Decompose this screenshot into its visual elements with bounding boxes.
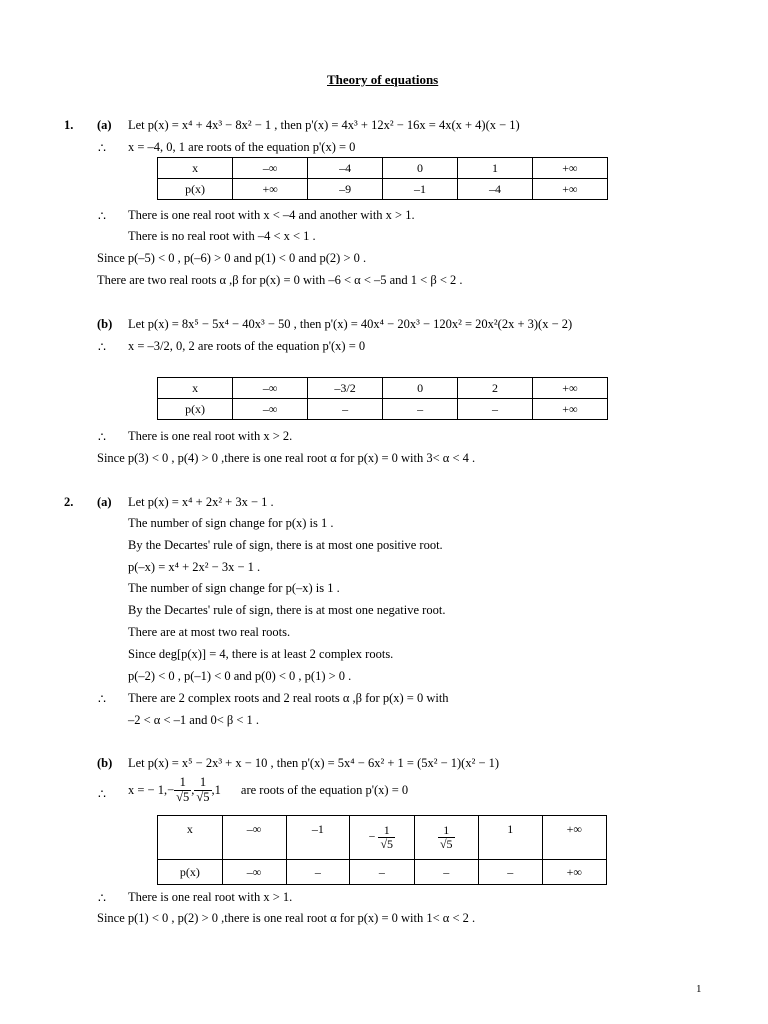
table-cell: – bbox=[308, 399, 383, 420]
table-cell: 1 bbox=[457, 158, 532, 179]
q2a-line7: There are at most two real roots. bbox=[128, 625, 291, 639]
therefore-symbol: ∴ bbox=[98, 692, 106, 706]
table-cell: 2 bbox=[458, 378, 533, 399]
table-cell: –∞ bbox=[233, 158, 308, 179]
q2a-line2: The number of sign change for p(x) is 1 . bbox=[128, 516, 334, 530]
table-cell: –3/2 bbox=[308, 378, 383, 399]
fraction-denominator: √5 bbox=[439, 837, 453, 851]
table-cell bbox=[414, 816, 478, 860]
q2b-line3: There is one real root with x > 1. bbox=[128, 890, 293, 904]
q2b-line2-comma: , bbox=[191, 782, 195, 797]
q2a-line8: Since deg[p(x)] = 4, there is at least 2 complex roots. bbox=[128, 647, 394, 661]
table-cell: – bbox=[350, 860, 414, 885]
table-cell: +∞ bbox=[542, 860, 606, 885]
q2b-label: (b) bbox=[97, 756, 113, 770]
fraction-one-over-root5 bbox=[194, 776, 211, 805]
table-cell: +∞ bbox=[532, 399, 607, 420]
q1b-line2: x = –3/2, 0, 2 are roots of the equation p'(x) = 0 bbox=[128, 339, 366, 353]
page-title: Theory of equations bbox=[327, 72, 439, 87]
table-cell: x bbox=[158, 816, 223, 860]
table-row bbox=[158, 860, 607, 885]
fraction-numerator: 1 bbox=[383, 822, 390, 837]
q1a-line1: Let p(x) = x⁴ + 4x³ − 8x² − 1 , then p'(x) = 4x³ + 12x² − 16x = 4x(x + 4)(x − 1) bbox=[128, 118, 520, 132]
q1a-label: (a) bbox=[97, 118, 112, 132]
table-cell: 0 bbox=[383, 378, 458, 399]
table-cell: 0 bbox=[383, 158, 458, 179]
table-cell: – bbox=[383, 399, 458, 420]
fraction-numerator: 1 bbox=[179, 775, 186, 789]
q1b-line1: Let p(x) = 8x⁵ − 5x⁴ − 40x³ − 50 , then p'(x) = 40x⁴ − 20x³ − 120x² = 20x²(2x + 3)(x − 2) bbox=[128, 317, 573, 331]
therefore-symbol: ∴ bbox=[98, 891, 106, 905]
q2a-line3: By the Decartes' rule of sign, there is at most one positive root. bbox=[128, 538, 443, 552]
q2b-line2-prefix: x = − 1,− bbox=[128, 782, 175, 797]
table-cell: – bbox=[414, 860, 478, 885]
table-cell: –4 bbox=[457, 179, 532, 200]
table-cell: – bbox=[458, 399, 533, 420]
table-cell: +∞ bbox=[532, 378, 607, 399]
table-cell: +∞ bbox=[532, 179, 607, 200]
q2a-line6: By the Decartes' rule of sign, there is at most one negative root. bbox=[128, 603, 446, 617]
table-cell: –1 bbox=[383, 179, 458, 200]
table-row bbox=[158, 158, 608, 179]
table-cell: p(x) bbox=[158, 860, 223, 885]
table-cell: p(x) bbox=[158, 399, 233, 420]
q2b-line2 bbox=[128, 776, 408, 805]
q1b-label: (b) bbox=[97, 317, 113, 331]
fraction-numerator: 1 bbox=[443, 822, 450, 837]
question-2-number: 2. bbox=[64, 495, 74, 509]
q2b-line2-tail: are roots of the equation p'(x) = 0 bbox=[240, 782, 409, 797]
q1b-line3: There is one real root with x > 2. bbox=[128, 429, 293, 443]
table-cell: x bbox=[158, 378, 233, 399]
q2a-label: (a) bbox=[97, 495, 112, 509]
q1a-line5: Since p(–5) < 0 , p(–6) > 0 and p(1) < 0 and p(2) > 0 . bbox=[97, 251, 367, 265]
table-cell: –9 bbox=[308, 179, 383, 200]
q2b-line2-suffix: ,1 bbox=[211, 782, 221, 797]
q1b-sign-table bbox=[157, 377, 608, 420]
table-cell: –4 bbox=[308, 158, 383, 179]
fraction-denominator: √5 bbox=[176, 789, 190, 804]
table-cell bbox=[350, 816, 414, 860]
q1a-line4: There is no real root with –4 < x < 1 . bbox=[128, 229, 316, 243]
therefore-symbol: ∴ bbox=[98, 430, 106, 444]
therefore-symbol: ∴ bbox=[98, 209, 106, 223]
fraction-numerator: 1 bbox=[199, 775, 207, 789]
therefore-symbol: ∴ bbox=[98, 141, 106, 155]
q2b-line1: Let p(x) = x⁵ − 2x³ + x − 10 , then p'(x) = 5x⁴ − 6x² + 1 = (5x² − 1)(x² − 1) bbox=[128, 756, 500, 770]
page-number: 1 bbox=[696, 983, 702, 995]
table-cell: +∞ bbox=[532, 158, 607, 179]
table-row bbox=[158, 816, 607, 860]
table-cell: –∞ bbox=[233, 399, 308, 420]
minus-sign: − bbox=[368, 829, 376, 844]
q1b-line4: Since p(3) < 0 , p(4) > 0 ,there is one real root α for p(x) = 0 with 3< α < 4 . bbox=[97, 451, 476, 465]
q1a-sign-table bbox=[157, 157, 608, 200]
table-cell: – bbox=[286, 860, 350, 885]
q2a-line9: p(–2) < 0 , p(–1) < 0 and p(0) < 0 , p(1) > 0 . bbox=[128, 669, 352, 683]
q1a-line2: x = –4, 0, 1 are roots of the equation p'(x) = 0 bbox=[128, 140, 356, 154]
fraction-one-over-root5 bbox=[378, 824, 395, 851]
therefore-symbol: ∴ bbox=[98, 787, 106, 801]
q1a-line6: There are two real roots α ,β for p(x) = 0 with –6 < α < –5 and 1 < β < 2 . bbox=[97, 273, 463, 287]
table-cell: –∞ bbox=[222, 816, 286, 860]
table-cell: p(x) bbox=[158, 179, 233, 200]
q2a-line4: p(–x) = x⁴ + 2x² − 3x − 1 . bbox=[128, 560, 261, 574]
table-cell: –1 bbox=[286, 816, 350, 860]
table-cell: +∞ bbox=[233, 179, 308, 200]
fraction-one-over-root5 bbox=[174, 776, 191, 805]
table-cell: –∞ bbox=[222, 860, 286, 885]
q1a-line3: There is one real root with x < –4 and another with x > 1. bbox=[128, 208, 415, 222]
table-row bbox=[158, 378, 608, 399]
table-cell: +∞ bbox=[542, 816, 606, 860]
table-row bbox=[158, 179, 608, 200]
table-cell: –∞ bbox=[233, 378, 308, 399]
q2a-line11: –2 < α < –1 and 0< β < 1 . bbox=[128, 713, 260, 727]
fraction-denominator: √5 bbox=[196, 789, 210, 804]
fraction-denominator: √5 bbox=[380, 837, 394, 851]
table-cell: 1 bbox=[478, 816, 542, 860]
q2a-line1: Let p(x) = x⁴ + 2x² + 3x − 1 . bbox=[128, 495, 274, 509]
table-cell: – bbox=[478, 860, 542, 885]
question-1-number: 1. bbox=[64, 118, 74, 132]
therefore-symbol: ∴ bbox=[98, 340, 106, 354]
table-row bbox=[158, 399, 608, 420]
q2a-line5: The number of sign change for p(–x) is 1 . bbox=[128, 581, 340, 595]
q2b-line4: Since p(1) < 0 , p(2) > 0 ,there is one real root α for p(x) = 0 with 1< α < 2 . bbox=[97, 911, 476, 925]
table-cell: x bbox=[158, 158, 233, 179]
fraction-one-over-root5 bbox=[438, 824, 455, 851]
q2a-line10: There are 2 complex roots and 2 real roots α ,β for p(x) = 0 with bbox=[128, 691, 449, 705]
q2b-sign-table bbox=[157, 815, 607, 885]
